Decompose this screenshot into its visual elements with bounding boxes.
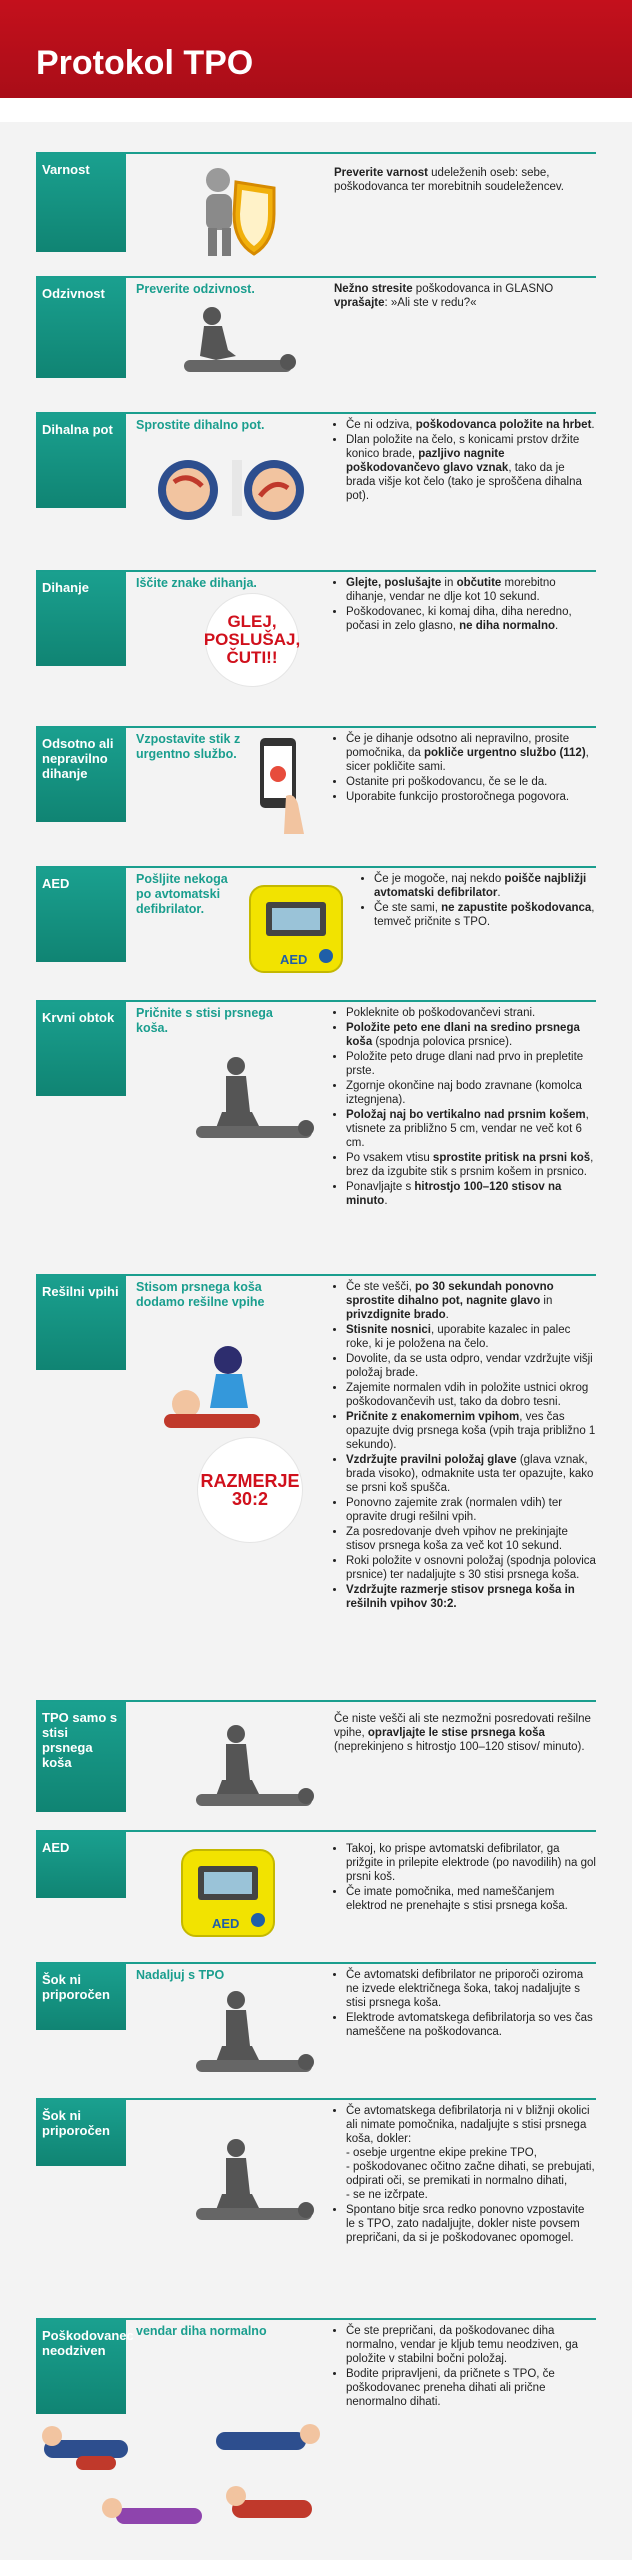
step-subtitle: Vzpostavite stik z urgentno službo.	[136, 732, 241, 761]
step-list-item: • Če ste sami, ne zapustite poškodovanca, temveč pričnite s TPO.	[374, 901, 596, 929]
step-text	[334, 418, 596, 504]
step-list-item: • Če ni odziva, poškodovanca položite na hrbet.	[346, 418, 596, 432]
step-list-item: • Pokleknite ob poškodovančevi strani.	[346, 1006, 596, 1020]
step-list-item: • Elektrode avtomatskega defibrilatorja so ves čas nameščene na poškodovanca.	[346, 2011, 596, 2039]
step-list	[334, 2104, 596, 2245]
step-subtitle: Sprostite dihalno pot.	[136, 418, 265, 432]
step-list-item: • Pričnite z enakomernim vpihom, ves čas opazujte dvig prsnega koša (vpih traja približno 1 sekundo).	[346, 1410, 596, 1452]
step-list-item: • Zajemite normalen vdih in položite ustnici okrog poškodovančevih ust, tako da dobro tesni.	[346, 1381, 596, 1409]
look-listen-feel-badge	[203, 594, 301, 686]
step-text	[334, 2324, 596, 2410]
step-list-item: • Po vsakem vtisu sprostite pritisk na prsni koš, brez da izgubite stik s prsnim košem in prsnico.	[346, 1151, 596, 1179]
badge-text: GLEJ, POSLUŠAJ, ČUTI!!	[203, 612, 301, 667]
step-varnost	[36, 152, 596, 252]
badge-text: RAZMERJE 30:2	[200, 1471, 300, 1509]
step-list-item: • Zgornje okončine naj bodo zravnane (komolca iztegnjena).	[346, 1079, 596, 1107]
step-list-item: • Takoj, ko prispe avtomatski defibrilator, ga prižgite in prilepite elektrode (po navodilih) na gol prsni koš.	[346, 1842, 596, 1884]
step-list	[334, 576, 596, 633]
step-subtitle: vendar diha normalno	[136, 2324, 267, 2338]
step-label: Šok ni priporočen	[36, 2100, 126, 2166]
step-text	[334, 1280, 596, 1612]
airway-illustration	[152, 452, 328, 529]
chest-compression-illustration	[186, 2138, 316, 2233]
defibrillator-illustration	[178, 1844, 278, 1945]
kneeling-rescuer-illustration	[176, 306, 296, 383]
step-list	[334, 1842, 596, 1913]
step-dihalna-pot	[36, 412, 596, 540]
step-list-item: • Dlan položite na čelo, s konicami prstov držite konico brade, pazljivo nagnite poškodovančevo glavo vznak, tako da je brada višje kot čelo (tako je sproščena dihalna pot).	[346, 433, 596, 503]
step-label: Dihanje	[36, 572, 126, 666]
step-list-item: • Stisnite nosnici, uporabite kazalec in palec roke, ki je položena na čelo.	[346, 1323, 596, 1351]
step-subtitle: Iščite znake dihanja.	[136, 576, 257, 590]
step-list-item: • Če ste vešči, po 30 sekundah ponovno sprostite dihalno pot, nagnite glavo in privzdignite brado.	[346, 1280, 596, 1322]
header-strip	[0, 98, 632, 122]
step-subtitle: Nadaljuj s TPO	[136, 1968, 225, 1982]
step-text	[334, 2104, 596, 2246]
step-text-body: Nežno stresite poškodovanca in GLASNO vprašajte: »Ali ste v redu?«	[334, 283, 554, 309]
step-list-item: • Vzdržujte razmerje stisov prsnega koša in rešilnih vpihov 30:2.	[346, 1583, 596, 1611]
step-odsotno-dihanje	[36, 726, 596, 846]
header-banner	[0, 0, 632, 98]
step-list-item: • Spontano bitje srca redko ponovno vzpostavite le s TPO, zato nadaljujte, dokler niste povsem prepričani, da si je poškodovanec opomogel.	[346, 2203, 596, 2245]
step-list-item: • Če avtomatskega defibrilatorja ni v bližnji okolici ali nimate pomočnika, nadaljujte s stisi prsnega koša, dokler: - osebje urgentne ekipe prekine TPO, - poškodovanec očitno začne dihati, se prebujati, odpirati oči, se premikati in normalno dihati, - se ne izčrpate.	[346, 2104, 596, 2202]
step-label: AED	[36, 1832, 126, 1898]
step-text	[334, 732, 596, 805]
step-text	[334, 1006, 596, 1209]
step-text-body: Če niste vešči ali ste nezmožni posredovati rešilne vpihe, opravljajte le stise prsnega koša (neprekinjeno s hitrostjo 100–120 stisov/ minuto).	[334, 1713, 591, 1753]
step-list-item: • Poškodovanec, ki komaj diha, diha neredno, počasi in zelo glasno, ne diha normalno.	[346, 605, 596, 633]
step-label: Varnost	[36, 154, 126, 252]
step-subtitle: Stisom prsnega koša dodamo rešilne vpihe	[136, 1280, 265, 1309]
step-text	[334, 576, 596, 634]
step-text-body: Preverite varnost udeleženih oseb: sebe, poškodovanca ter morebitnih soudeležencev.	[334, 167, 564, 193]
step-list-item: • Če imate pomočnika, med nameščanjem elektrod ne prenehajte s stisi prsnega koša.	[346, 1885, 596, 1913]
step-label: Poškodovanec neodziven	[36, 2320, 126, 2414]
step-subtitle: Preverite odzivnost.	[136, 282, 255, 296]
step-text	[334, 166, 596, 194]
recovery-position-illustration	[36, 2416, 326, 2549]
step-tpo-samo-stisi	[36, 1700, 596, 1824]
step-label: Rešilni vpihi	[36, 1276, 126, 1370]
step-list	[334, 418, 596, 503]
ratio-30-2-badge	[198, 1438, 302, 1542]
step-dihanje	[36, 570, 596, 700]
step-poskodovanec-neodziven	[36, 2318, 596, 2554]
step-list-item: • Položite peto druge dlani nad prvo in prepletite prste.	[346, 1050, 596, 1078]
step-list-item: • Položaj naj bo vertikalno nad prsnim košem, vtisnete za približno 5 cm, vendar ne več kot 6 cm.	[346, 1108, 596, 1150]
step-text	[334, 282, 596, 310]
step-list-item: • Dovolite, da se usta odpro, vendar vzdržujte višji položaj brade.	[346, 1352, 596, 1380]
step-list-item: • Položite peto ene dlani na sredino prsnega koša (spodnja polovica prsnice).	[346, 1021, 596, 1049]
step-label: TPO samo s stisi prsnega koša	[36, 1702, 126, 1812]
chest-compression-illustration	[186, 1056, 316, 1151]
step-list-item: • Ostanite pri poškodovancu, če se le da.	[346, 775, 596, 789]
step-list-item: • Bodite pripravljeni, da pričnete s TPO, če poškodovanec preneha dihati ali prične nenormalno dihati.	[346, 2367, 596, 2409]
step-subtitle: Pošljite nekoga po avtomatski defibrilator.	[136, 872, 228, 916]
safety-shield-illustration	[176, 164, 286, 265]
step-text	[362, 872, 596, 930]
step-list-item: • Ponovno zajemite zrak (normalen vdih) ter opravite drugi rešilni vpih.	[346, 1496, 596, 1524]
step-list-item: • Če je mogoče, naj nekdo poišče najbližji avtomatski defibrilator.	[374, 872, 596, 900]
chest-compression-illustration	[186, 1990, 316, 2085]
step-list-item: • Uporabite funkcijo prostoročnega pogovora.	[346, 790, 596, 804]
page-title: Protokol TPO	[36, 44, 254, 82]
step-label: Dihalna pot	[36, 414, 126, 508]
step-list-item: • Za posredovanje dveh vpihov ne prekinjajte stisov prsnega koša za več kot 10 sekund.	[346, 1525, 596, 1553]
step-odzivnost	[36, 276, 596, 388]
step-sok-ni-priporocen-1	[36, 1962, 596, 2084]
step-subtitle: Pričnite s stisi prsnega koša.	[136, 1006, 273, 1035]
step-list	[334, 732, 596, 804]
defibrillator-illustration	[246, 880, 346, 981]
step-aed	[36, 866, 596, 986]
step-list	[334, 1968, 596, 2039]
step-label: Šok ni priporočen	[36, 1964, 126, 2030]
step-resilni-vpihi	[36, 1274, 596, 1682]
phone-call-illustration	[256, 734, 310, 847]
step-list-item: • Ponavljajte s hitrostjo 100–120 stisov na minuto.	[346, 1180, 596, 1208]
step-text	[334, 1968, 596, 2040]
step-list-item: • Če avtomatski defibrilator ne priporoči oziroma ne izvede električnega šoka, takoj nadaljujte s stisi prsnega koša.	[346, 1968, 596, 2010]
step-label: Odsotno ali nepravilno dihanje	[36, 728, 126, 822]
step-list-item: • Roki položite v osnovni položaj (spodnja polovica prsnice) ter nadaljujte s 30 stisi prsnega koša.	[346, 1554, 596, 1582]
step-list	[362, 872, 596, 929]
step-list-item: • Če ste prepričani, da poškodovanec diha normalno, vendar je kljub temu neodziven, ga položite v stabilni bočni položaj.	[346, 2324, 596, 2366]
step-label: AED	[36, 868, 126, 962]
step-label: Odzivnost	[36, 278, 126, 378]
chest-compression-illustration	[186, 1724, 316, 1819]
step-text	[334, 1842, 596, 1914]
step-aed-2	[36, 1830, 596, 1946]
step-list-item: • Glejte, poslušajte in občutite morebitno dihanje, vendar ne dlje kot 10 sekund.	[346, 576, 596, 604]
step-sok-ni-priporocen-2	[36, 2098, 596, 2264]
step-list	[334, 2324, 596, 2409]
aed-device-label: AED	[212, 1916, 240, 1931]
step-list-item: • Vzdržujte pravilni položaj glave (glava vznak, brada visoko), odmaknite usta ter opazujte, kako se prsni koš spušča.	[346, 1453, 596, 1495]
step-list-item: • Če je dihanje odsotno ali nepravilno, prosite pomočnika, da pokliče urgentno službo (112), sicer pokličite sami.	[346, 732, 596, 774]
aed-device-label: AED	[280, 952, 308, 967]
step-label: Krvni obtok	[36, 1002, 126, 1096]
rescue-breath-illustration	[156, 1344, 268, 1445]
step-list	[334, 1006, 596, 1208]
step-list	[334, 1280, 596, 1611]
step-krvni-obtok	[36, 1000, 596, 1262]
step-text	[334, 1712, 596, 1754]
